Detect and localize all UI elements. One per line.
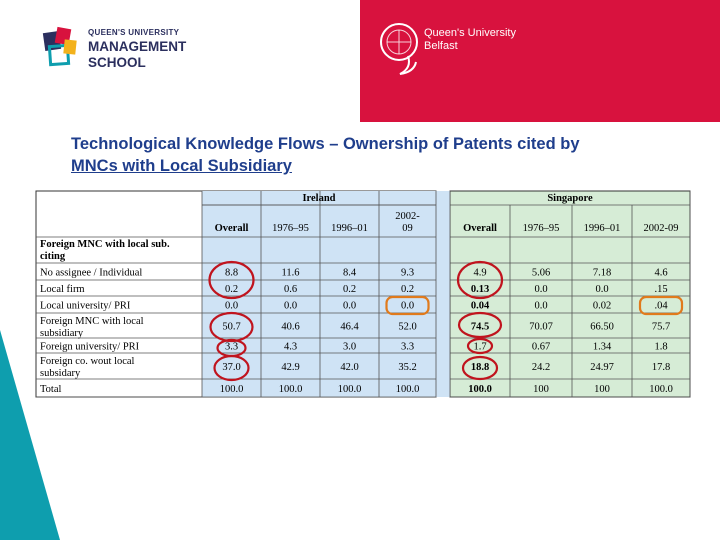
table-cell: 0.0 [534,284,548,295]
table-cell: 100.0 [337,384,362,395]
table-cell: 24.97 [590,362,614,373]
table-cell: 52.0 [398,321,417,333]
table-cell: 4.3 [283,341,298,353]
table-cell: .04 [654,300,668,312]
row-label: Foreign MNC with local [40,316,144,327]
logo-line-1: QUEEN'S UNIVERSITY [88,28,180,37]
column-header: Overall [214,223,249,234]
group-header-singapore: Singapore [547,193,593,204]
table-cell: 3.3 [400,341,415,353]
management-school-logo [40,24,200,80]
row-label: Total [40,384,62,395]
table-cell: 100.0 [219,384,244,395]
table-cell: 37.0 [222,362,241,373]
column-header: 09 [402,223,413,234]
group-header-ireland: Ireland [302,193,336,204]
table-cell: 0.2 [224,284,239,295]
table-cell: 50.7 [222,321,241,333]
qub-crest-icon [378,20,420,80]
table-cell: 42.0 [340,362,359,373]
table-cell: 0.0 [534,300,548,312]
table-cell: 1.34 [592,341,612,353]
table-cell: 75.7 [651,321,671,333]
table-cell: 0.2 [342,284,357,295]
table-cell: .15 [654,284,668,295]
column-header: 1976–95 [522,223,560,234]
table-cell: 18.8 [470,362,490,373]
logo-line-2: MANAGEMENT [88,39,187,54]
table-cell: 4.6 [654,267,668,279]
column-header: 1996–01 [331,223,368,234]
patent-ownership-table [32,187,692,407]
table-cell: 100 [594,384,610,395]
brand-panel [360,0,720,122]
column-header: Overall [463,223,497,234]
row-label: Local firm [40,284,85,295]
table-cell: 100.0 [278,384,303,395]
table-cell: 1.8 [654,341,668,353]
column-header: 1976–95 [272,223,309,234]
table-cell: 8.8 [224,267,239,279]
table-cell: 74.5 [470,321,490,333]
table-cell: 0.2 [400,284,415,295]
gap-fill [436,191,450,397]
row-label: No assignee / Individual [40,267,143,279]
table-cell: 0.0 [342,300,357,312]
title-line-2: MNCs with Local Subsidiary [71,157,292,175]
table-cell: 0.0 [224,300,239,312]
table-cell: 0.67 [531,341,551,353]
teal-stripe-decoration [0,330,60,540]
table-cell: 1.7 [473,341,487,353]
table-cell: 24.2 [531,362,551,373]
table-cell: 17.8 [651,362,671,373]
column-header: 2002- [395,211,420,222]
logo-line-3: SCHOOL [88,55,146,70]
row-label: Local university/ PRI [40,300,131,312]
table-cell: 3.3 [224,341,239,353]
table-cell: 70.07 [529,321,553,333]
row-label: Foreign co. wout local [40,356,135,367]
table-cell: 8.4 [342,267,357,279]
qub-name-line-1: Queen's University [424,27,516,39]
row-label: subsidary [40,368,81,379]
table-cell: 35.2 [398,362,417,373]
table-cell: 7.18 [592,267,612,279]
table-cell: 46.4 [340,321,359,333]
logo-mark-icon [40,24,82,70]
slide-title [71,133,701,177]
column-header: 2002-09 [643,223,679,234]
row-label: subsidiary [40,328,84,339]
table-cell: 100.0 [468,384,492,395]
table-cell: 0.0 [400,300,415,312]
qub-name-line-2: Belfast [424,40,458,52]
table-cell: 11.6 [281,267,300,279]
column-header: 1996–01 [583,223,621,234]
table-cell: 100 [533,384,549,395]
row-header-label: Foreign MNC with local sub. [40,239,170,250]
table-cell: 0.0 [283,300,298,312]
table-cell: 66.50 [590,321,614,333]
table-cell: 9.3 [400,267,415,279]
title-line-1: Technological Knowledge Flows – Ownership of Patents cited by [71,135,580,153]
table-cell: 100.0 [649,384,673,395]
table-cell: 0.04 [470,300,490,312]
table-cell: 5.06 [531,267,551,279]
table-svg [32,187,692,407]
qub-name [424,27,516,53]
row-label: Foreign university/ PRI [40,341,140,353]
table-cell: 0.13 [470,284,490,295]
table-cell: 3.0 [342,341,357,353]
table-cell: 100.0 [395,384,420,395]
table-cell: 42.9 [281,362,300,373]
table-cell: 0.02 [592,300,612,312]
table-cell: 4.9 [473,267,487,279]
table-cell: 40.6 [281,321,300,333]
row-header-label: citing [40,251,66,262]
table-cell: 0.6 [283,284,298,295]
table-cell: 0.0 [595,284,609,295]
